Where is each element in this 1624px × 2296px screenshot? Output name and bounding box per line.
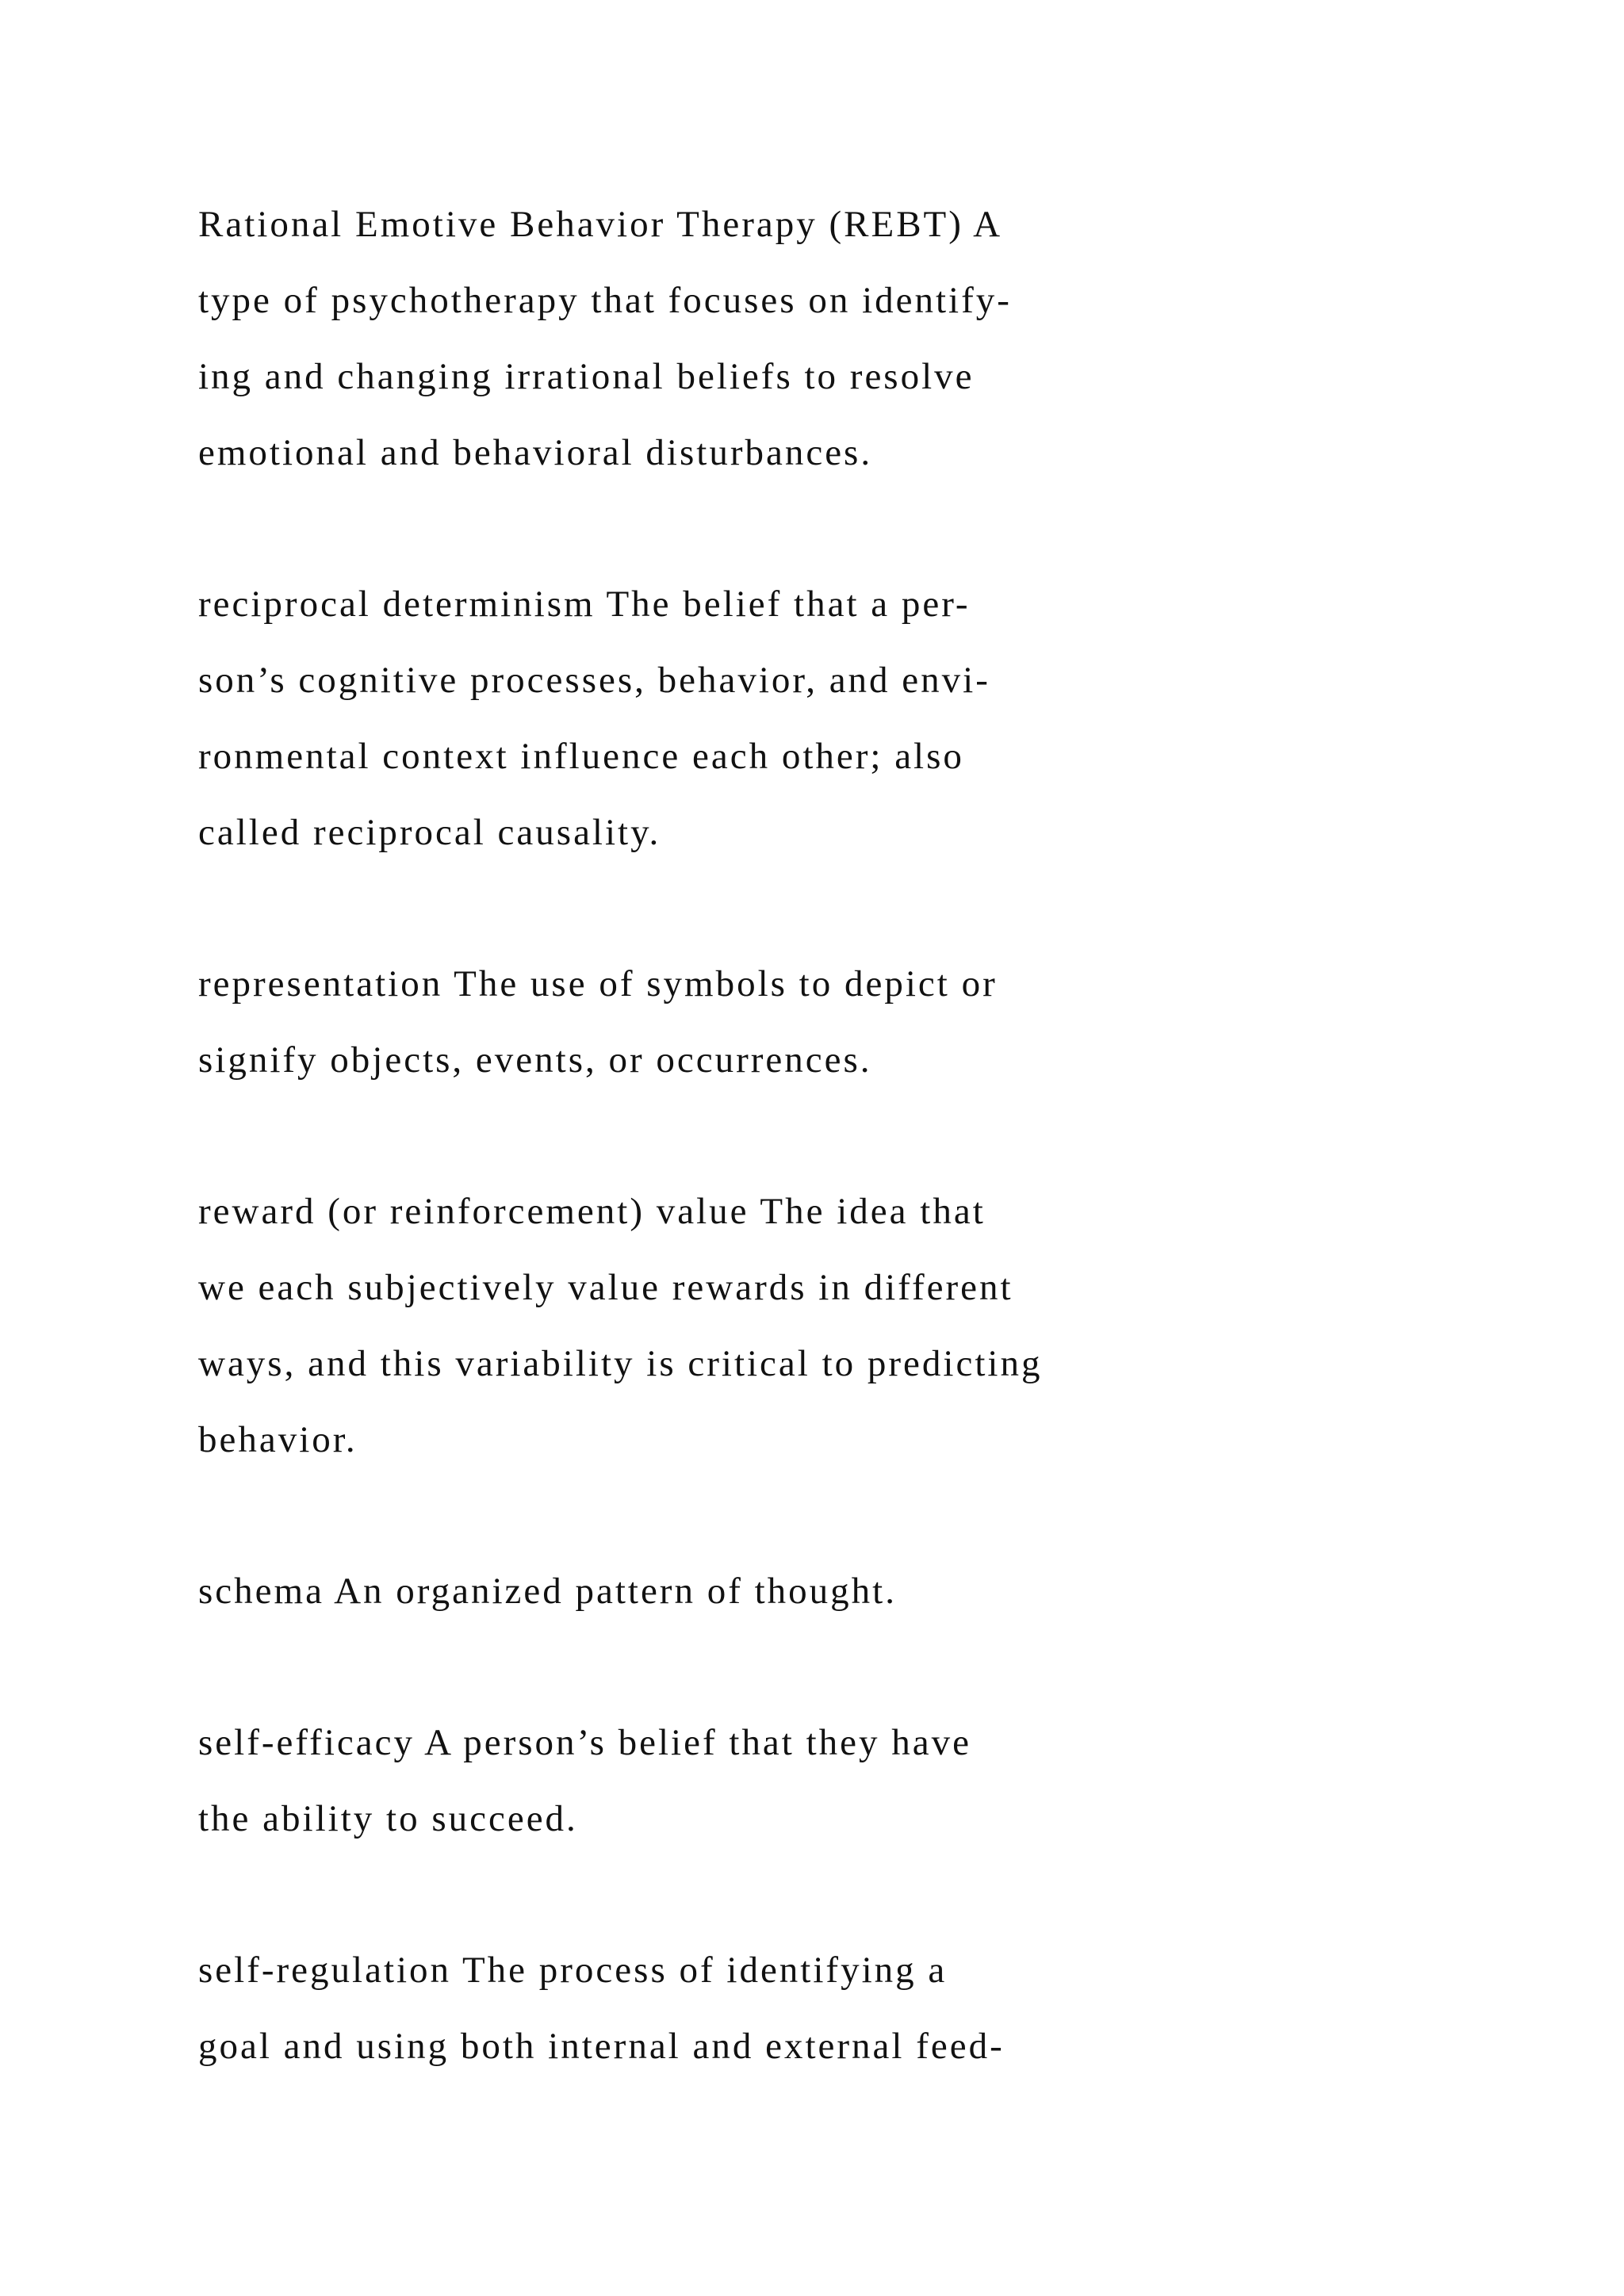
glossary-list [198, 186, 1467, 2160]
entry-line: reciprocal determinism The belief that a per- [198, 584, 971, 625]
glossary-entry-self-efficacy [198, 1705, 1467, 1857]
entry-line: emotional and behavioral disturbances. [198, 432, 873, 473]
entry-line: representation The use of symbols to depict or [198, 963, 998, 1004]
glossary-entry-reward-value [198, 1173, 1467, 1478]
entry-line: ronmental context influence each other; also [198, 736, 964, 777]
entry-line: signify objects, events, or occurrences. [198, 1039, 872, 1081]
entry-line: Rational Emotive Behavior Therapy (REBT) A [198, 204, 1003, 245]
entry-line: type of psychotherapy that focuses on identify- [198, 280, 1012, 321]
entry-line: son’s cognitive processes, behavior, and envi- [198, 660, 990, 701]
entry-line: schema An organized pattern of thought. [198, 1571, 897, 1612]
entry-line: ways, and this variability is critical to predicting [198, 1343, 1043, 1384]
entry-line: called reciprocal causality. [198, 812, 661, 853]
entry-line: behavior. [198, 1419, 358, 1460]
entry-line: goal and using both internal and external feed- [198, 2026, 1005, 2067]
entry-line: ing and changing irrational beliefs to resolve [198, 356, 975, 397]
glossary-entry-rebt [198, 186, 1467, 491]
entry-line: self-regulation The process of identifying a [198, 1950, 948, 1991]
entry-line: the ability to succeed. [198, 1798, 578, 1839]
glossary-entry-schema [198, 1553, 1467, 1629]
entry-line: reward (or reinforcement) value The idea that [198, 1191, 986, 1232]
glossary-entry-representation [198, 946, 1467, 1098]
glossary-entry-reciprocal-determinism [198, 566, 1467, 871]
glossary-entry-self-regulation [198, 1932, 1467, 2084]
entry-line: we each subjectively value rewards in different [198, 1267, 1013, 1308]
entry-line: self-efficacy A person’s belief that they have [198, 1722, 971, 1763]
